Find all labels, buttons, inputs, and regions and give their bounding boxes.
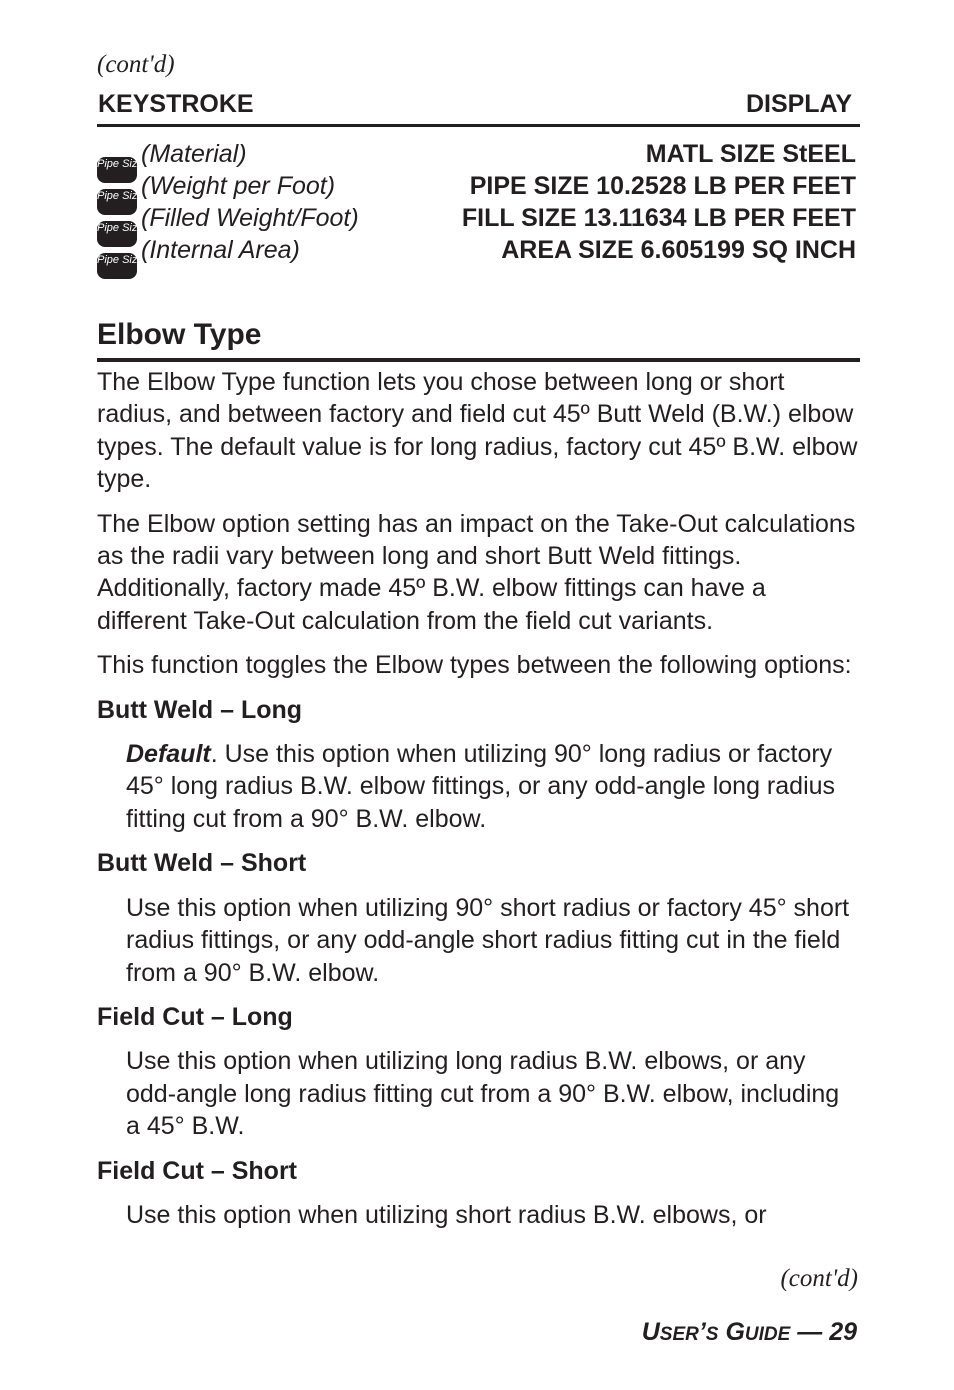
keystroke-cell — [97, 234, 300, 279]
keystroke-row — [97, 234, 860, 266]
option-description: Use this option when utilizing short radius B.W. elbows, or — [126, 1200, 767, 1229]
default-emphasis: Default — [126, 740, 211, 769]
option-title: Field Cut – Long — [97, 1002, 293, 1031]
display-readout: PIPE SIZE 10.2528 LB PER FEET — [469, 172, 856, 200]
option-description: Use this option when utilizing 90° short radius or factory 45° short radius fittings, or any odd-angle short radius fitting cut in the field from a 90° B.W. elbow. — [126, 893, 850, 987]
option-title: Butt Weld – Short — [97, 849, 307, 878]
keystroke-row — [97, 138, 860, 170]
body-paragraph: The Elbow Type function lets you chose between long or short radius, and between factory and field cut 45º Butt Weld (B.W.) elbow types. The default value is for long radius, factory cut 45º B.W. elbow type. — [97, 368, 858, 494]
pipe-size-key-icon: Pipe Size — [97, 253, 137, 279]
keystroke-row — [97, 170, 860, 202]
guide-title-smallcaps: S — [705, 1324, 719, 1345]
keystroke-column-heading: KEYSTROKE — [98, 90, 254, 118]
display-readout: MATL SIZE StEEL — [645, 140, 856, 168]
option-title: Field Cut – Short — [97, 1156, 297, 1185]
page-footer — [642, 1316, 857, 1351]
keystroke-label: (Filled Weight/Foot) — [141, 204, 359, 232]
section-body — [97, 366, 860, 1243]
keystroke-row — [97, 202, 860, 234]
manual-page — [97, 0, 860, 1390]
keystroke-label: (Material) — [141, 140, 247, 168]
guide-title-smallcaps: SER — [659, 1324, 699, 1345]
body-paragraph: The Elbow option setting has an impact on the Take-Out calculations as the radii vary between long and short Butt Weld fittings. Additionally, factory made 45º B.W. elbow fittings can have a different Take-Out calculation from the field cut variants. — [97, 509, 856, 635]
guide-title-apostrophe: ’ — [698, 1318, 706, 1346]
keystroke-label: (Weight per Foot) — [141, 172, 336, 200]
continued-note-top: (cont'd) — [97, 51, 175, 78]
pipe-size-key-icon: Pipe Size — [97, 189, 137, 215]
pipe-size-key-icon: Pipe Size — [97, 157, 137, 183]
display-readout: AREA SIZE 6.605199 SQ INCH — [501, 236, 856, 264]
guide-title-initial: G — [725, 1318, 745, 1346]
option-description — [126, 738, 860, 835]
display-column-heading: DISPLAY — [745, 90, 852, 118]
keystroke-label: (Internal Area) — [141, 236, 300, 264]
option-text: . Use this option when utilizing 90° long radius or factory 45° long radius B.W. elbow fittings, or any odd-angle long radius fitting cut from a 90° B.W. elbow. — [126, 740, 836, 833]
pipe-size-key-icon: Pipe Size — [97, 221, 137, 247]
option-description: Use this option when utilizing long radius B.W. elbows, or any odd-angle long radius fitting cut from a 90° B.W. elbow, including a 45° B.W. — [126, 1047, 840, 1141]
guide-title-initial: U — [641, 1318, 660, 1346]
body-paragraph: This function toggles the Elbow types between the following options: — [97, 651, 852, 680]
page-number: — 29 — [790, 1318, 857, 1346]
display-readout: FILL SIZE 13.11634 LB PER FEET — [461, 204, 856, 232]
section-title: Elbow Type — [97, 314, 860, 362]
continued-note-bottom: (cont'd) — [780, 1265, 858, 1292]
keystroke-display-header — [97, 88, 860, 127]
keystroke-table — [97, 138, 860, 266]
guide-title-smallcaps: UIDE — [744, 1324, 791, 1345]
option-title: Butt Weld – Long — [97, 695, 303, 724]
